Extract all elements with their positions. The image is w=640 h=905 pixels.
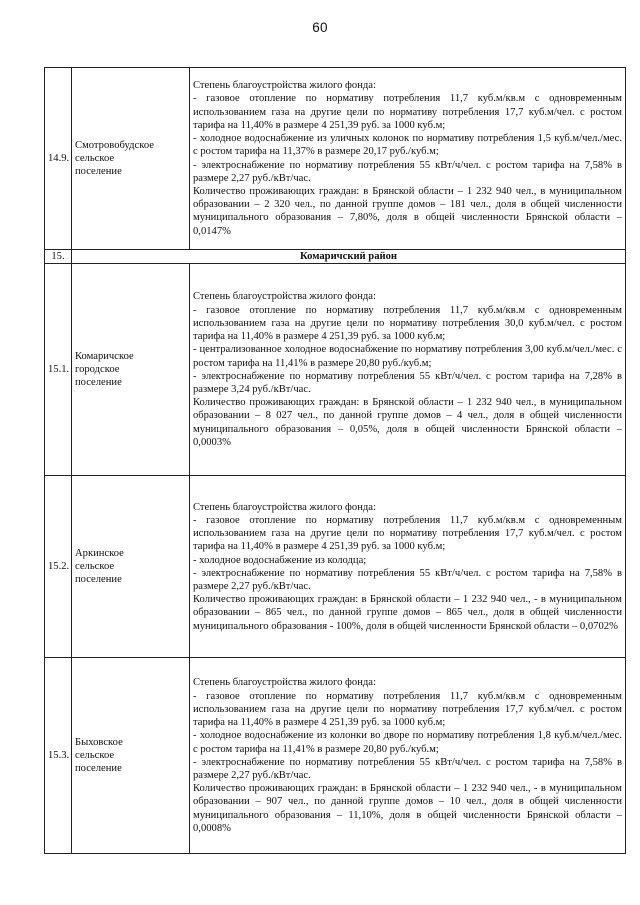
- population-count: Количество проживающих граждан: в Брянской области – 1 232 940 чел., - в муниципальном образовании – 865 чел., по данной группе домов – 865 чел., доля в общей численности муниципального образования - 100%, доля в общей численности Брянской области – 0,0702%: [193, 594, 622, 632]
- row-number: 15.1.: [45, 264, 72, 476]
- table-row: [45, 476, 626, 658]
- settlement-name-line: сельское: [75, 561, 115, 573]
- population-count: Количество проживающих граждан: в Брянской области – 1 232 940 чел., - в муниципальном образовании – 907 чел., по данной группе домов – 10 чел., доля в общей численности муниципального образования – 11,10%, доля в общей численности Брянской области – 0,0008%: [193, 783, 622, 834]
- settlement-name-line: сельское: [75, 152, 115, 164]
- population-count: Количество проживающих граждан: в Брянской области – 1 232 940 чел., в муниципальном образовании – 2 320 чел., по данной группе домов – 181 чел., доля в общей численности муниципального образования – 7,80%, доля в общей численности Брянской области – 0,0147%: [193, 185, 622, 237]
- description-line: - электроснабжение по нормативу потребления 55 кВт/ч/чел. с ростом тарифа на 7,58% в размере 2,27 руб./кВт/час.: [193, 159, 622, 184]
- description-line: - газовое отопление по нормативу потребления 11,7 куб.м/кв.м с одновременным использованием газа на другие цели по нормативу потребления 17,7 куб.м/чел. с ростом тарифа на 11,40% в размере 4 251,39 руб. за 1000 куб.м;: [193, 690, 622, 729]
- settlement-name-line: Комаричское: [75, 350, 134, 362]
- description-line: - холодное водоснабжение из колодца;: [193, 554, 367, 566]
- settlement-name: [72, 68, 190, 250]
- settlement-name-line: поселение: [75, 166, 122, 178]
- settlement-name: [72, 264, 190, 476]
- description-header: Степень благоустройства жилого фонда:: [193, 677, 376, 689]
- row-description: [190, 658, 626, 854]
- table-row: [45, 264, 626, 476]
- row-description: [190, 68, 626, 250]
- district-row: [45, 250, 626, 264]
- description-line: - газовое отопление по нормативу потребления 11,7 куб.м/кв.м с одновременным использованием газа на другие цели по нормативу потребления 30,0 куб.м/чел. с ростом тарифа на 11,40% в размере 4 251,39 руб. за 1000 куб.м;: [193, 304, 622, 343]
- description-header: Степень благоустройства жилого фонда:: [193, 501, 376, 513]
- settlement-name-line: поселение: [75, 763, 122, 775]
- description-line: - холодное водоснабжение из колонки во дворе по нормативу потребления 1,8 куб.м/чел./мес. с ростом тарифа на 11,41% в размере 20,80 руб./куб.м;: [193, 730, 622, 755]
- description-line: - электроснабжение по нормативу потребления 55 кВт/ч/чел. с ростом тарифа на 7,58% в размере 2,27 руб./кВт/час.: [193, 756, 622, 781]
- settlement-name-line: Быховское: [75, 736, 123, 748]
- description-line: - электроснабжение по нормативу потребления 55 кВт/ч/чел. с ростом тарифа на 7,58% в размере 2,27 руб./кВт/час.: [193, 567, 622, 592]
- settlement-name-line: поселение: [75, 574, 122, 586]
- district-name: Комаричский район: [72, 250, 626, 264]
- row-description: [190, 476, 626, 658]
- description-header: Степень благоустройства жилого фонда:: [193, 80, 376, 92]
- description-line: - газовое отопление по нормативу потребления 11,7 куб.м/кв.м с одновременным использованием газа на другие цели по нормативу потребления 17,7 куб.м/чел. с ростом тарифа на 11,40% в размере 4 251,39 руб. за 1000 куб.м;: [193, 514, 622, 553]
- description-line: - электроснабжение по нормативу потребления 55 кВт/ч/чел. с ростом тарифа на 7,28% в размере 3,24 руб./кВт/час.: [193, 370, 622, 395]
- settlement-name-line: сельское: [75, 750, 115, 762]
- table-row: [45, 658, 626, 854]
- settlement-name: [72, 658, 190, 854]
- table-row: [45, 68, 626, 250]
- settlement-name-line: городское: [75, 364, 120, 376]
- settlement-name: [72, 476, 190, 658]
- population-count: Количество проживающих граждан: в Брянской области – 1 232 940 чел., в муниципальном образовании – 8 027 чел., по данной группе домов – 4 чел., доля в общей численности муниципального образования – 0,05%, доля в общей численности Брянской области – 0,0003%: [193, 397, 622, 448]
- settlement-name-line: Аркинское: [75, 547, 124, 559]
- row-number: 14.9.: [45, 68, 72, 250]
- description-header: Степень благоустройства жилого фонда:: [193, 291, 376, 303]
- row-number: 15.3.: [45, 658, 72, 854]
- row-description: [190, 264, 626, 476]
- settlement-name-line: Смотровобудское: [75, 139, 154, 151]
- row-number: 15.2.: [45, 476, 72, 658]
- district-number: 15.: [45, 250, 72, 264]
- description-line: - холодное водоснабжение из уличных колонок по нормативу потребления 1,5 куб.м/чел./мес. с ростом тарифа на 11,37% в размере 20,17 руб./куб.м;: [193, 133, 622, 158]
- tariff-table: [44, 67, 626, 854]
- page-number: 60: [312, 20, 328, 35]
- settlement-name-line: поселение: [75, 377, 122, 389]
- description-line: - газовое отопление по нормативу потребления 11,7 куб.м/кв.м с одновременным использованием газа на другие цели по нормативу потребления 17,7 куб.м/чел. с ростом тарифа на 11,40% в размере 4 251,39 руб. за 1000 куб.м;: [193, 93, 622, 131]
- description-line: - централизованное холодное водоснабжение по нормативу потребления 3,00 куб.м/чел./мес. с ростом тарифа на 11,41% в размере 20,80 руб./куб.м;: [193, 344, 622, 369]
